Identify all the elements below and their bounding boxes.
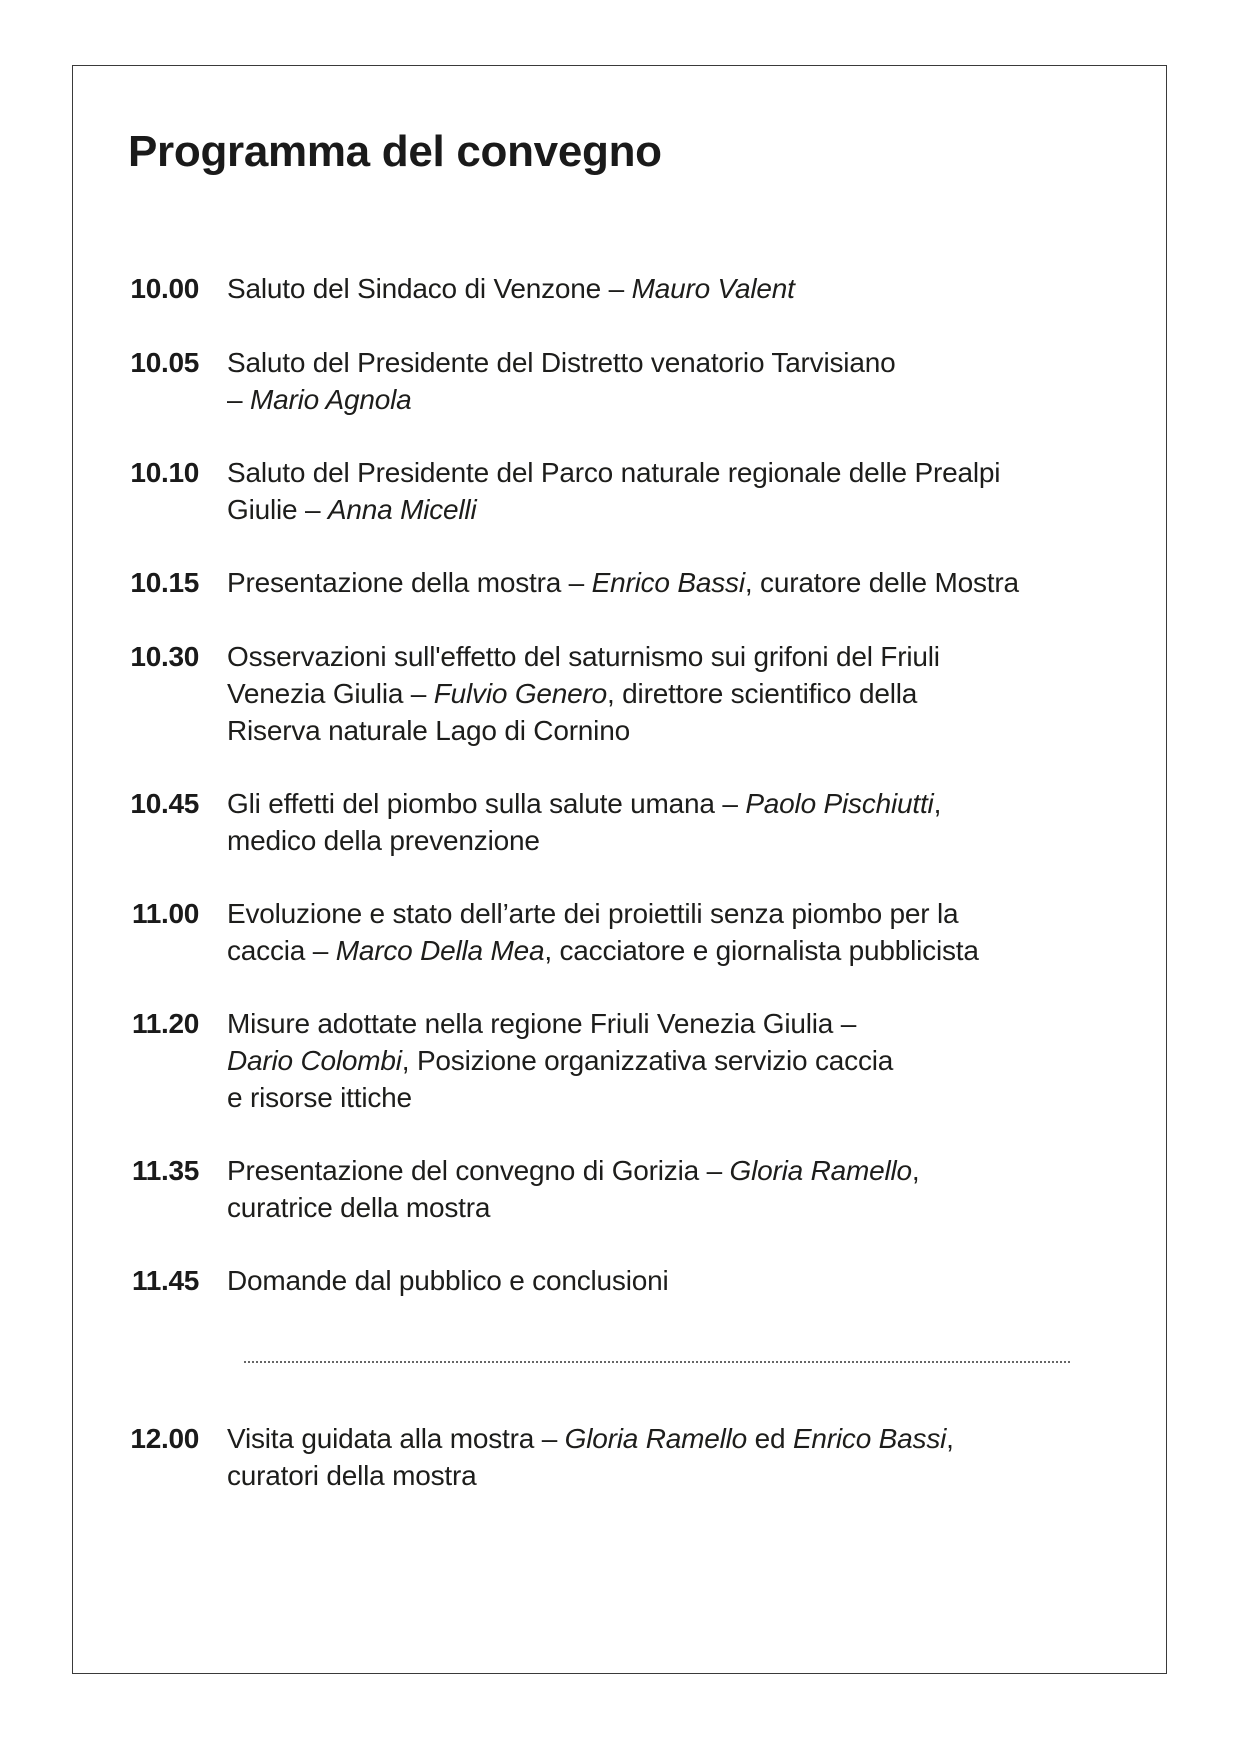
entry-time: 11.20 xyxy=(131,1008,199,1039)
speaker-name: Mauro Valent xyxy=(631,273,795,304)
entry-text: Saluto del Sindaco di Venzone – Mauro Valent xyxy=(227,273,795,304)
entry-text: Presentazione del convegno di Gorizia – Gloria Ramello, curatrice della mostra xyxy=(227,1155,920,1223)
entry-text: Visita guidata alla mostra – Gloria Ramello ed Enrico Bassi, curatori della mostra xyxy=(227,1423,954,1491)
entry-text: Saluto del Presidente del Distretto venatorio Tarvisiano – Mario Agnola xyxy=(227,347,896,415)
entry-time: 11.35 xyxy=(131,1155,199,1186)
entry-time: 10.45 xyxy=(130,788,199,819)
entry-time: 11.45 xyxy=(131,1265,199,1296)
entry-text: Osservazioni sull'effetto del saturnismo sui grifoni del Friuli Venezia Giulia – Fulvio Genero, direttore scientifico della Riserva naturale Lago di Cornino xyxy=(227,641,940,746)
entry-time: 12.00 xyxy=(130,1423,199,1454)
entry-time: 11.00 xyxy=(131,898,199,929)
speaker-name: Anna Micelli xyxy=(327,494,477,525)
entry-text: Misure adottate nella regione Friuli Venezia Giulia – Dario Colombi, Posizione organizzativa servizio caccia e risorse ittiche xyxy=(227,1008,894,1113)
entry-text: Domande dal pubblico e conclusioni xyxy=(227,1265,669,1296)
speaker-name: Enrico Bassi xyxy=(591,567,745,598)
page-title: Programma del convegno xyxy=(128,127,662,176)
speaker-name: Gloria Ramello xyxy=(564,1423,748,1454)
entry-time: 10.05 xyxy=(130,347,199,378)
entry-time: 10.10 xyxy=(130,457,199,488)
speaker-name: Mario Agnola xyxy=(249,384,412,415)
entry-time: 10.15 xyxy=(130,567,199,598)
entry-text: Presentazione della mostra – Enrico Bassi, curatore delle Mostra xyxy=(227,567,1019,598)
speaker-name: Gloria Ramello xyxy=(729,1155,912,1186)
speaker-name: Fulvio Genero xyxy=(433,678,608,709)
speaker-name: Paolo Pischiutti xyxy=(745,788,934,819)
speaker-name: Dario Colombi xyxy=(227,1045,402,1076)
speaker-name-2: Enrico Bassi xyxy=(792,1423,947,1454)
entry-text: Evoluzione e stato dell’arte dei proiettili senza piombo per la caccia – Marco Della Mea, cacciatore e giornalista pubblicista xyxy=(227,898,979,966)
speaker-name: Marco Della Mea xyxy=(335,935,545,966)
entry-text: Gli effetti del piombo sulla salute umana – Paolo Pischiutti, medico della prevenzione xyxy=(227,788,942,856)
entry-time: 10.00 xyxy=(130,273,199,304)
entry-text: Saluto del Presidente del Parco naturale regionale delle Prealpi Giulie – Anna Micelli xyxy=(227,457,1001,525)
entry-time: 10.30 xyxy=(130,641,199,672)
divider-dotted xyxy=(244,1361,1070,1363)
